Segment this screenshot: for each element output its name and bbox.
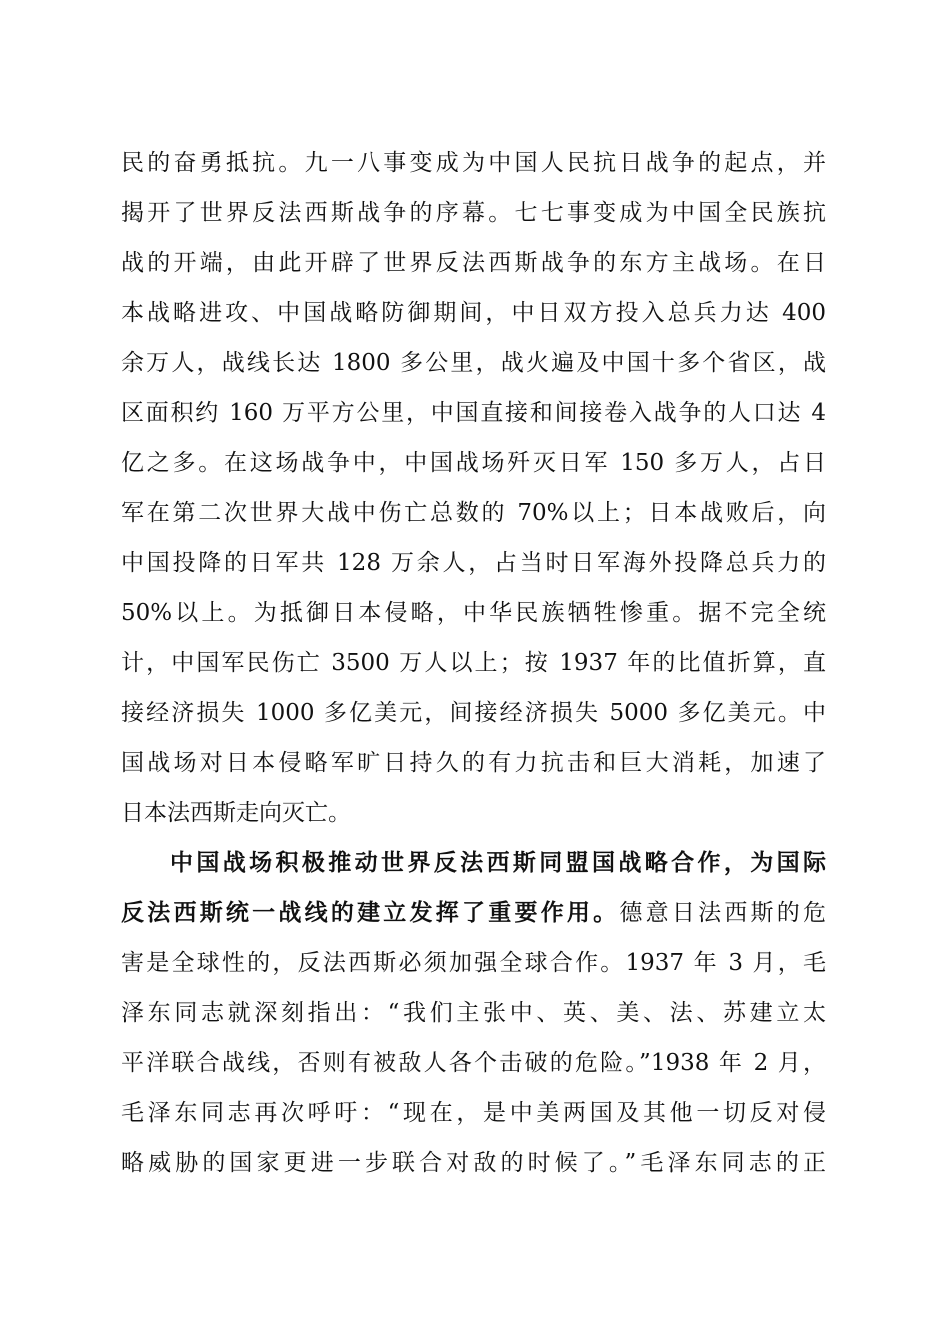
text-line: 平洋联合战线，否则有被敌人各个击破的危险。”1938 年 2 月， — [121, 1050, 826, 1076]
text-line: 国战场对日本侵略军旷日持久的有力抗击和巨大消耗，加速了 — [121, 750, 826, 776]
text-line: 揭开了世界反法西斯战争的序幕。七七事变成为中国全民族抗 — [121, 200, 826, 226]
text-line: 接经济损失 1000 多亿美元，间接经济损失 5000 多亿美元。中 — [121, 700, 826, 726]
text-line: 毛泽东同志再次呼吁：“现在，是中美两国及其他一切反对侵 — [121, 1100, 826, 1126]
text-line: 亿之多。在这场战争中，中国战场歼灭日军 150 多万人，占日 — [121, 450, 826, 476]
text-line: 区面积约 160 万平方公里，中国直接和间接卷入战争的人口达 4 — [121, 400, 826, 426]
lead-sentence-end: 反法西斯统一战线的建立发挥了重要作用。 — [121, 899, 620, 926]
text-line: 本战略进攻、中国战略防御期间，中日双方投入总兵力达 400 — [121, 300, 826, 326]
text-line: 略威胁的国家更进一步联合对敌的时候了。”毛泽东同志的正 — [121, 1150, 826, 1176]
text-line: 计，中国军民伤亡 3500 万人以上；按 1937 年的比值折算，直 — [121, 650, 826, 676]
lead-sentence-line: 中国战场积极推动世界反法西斯同盟国战略合作，为国际 — [170, 849, 826, 876]
text-line: 军在第二次世界大战中伤亡总数的 70%以上；日本战败后，向 — [121, 500, 826, 526]
text-line-rest: 德意日法西斯的危 — [619, 900, 826, 926]
text-line: 日本法西斯走向灭亡。 — [121, 800, 351, 826]
text-line: 害是全球性的，反法西斯必须加强全球合作。1937 年 3 月，毛 — [121, 950, 826, 976]
text-line: 中国投降的日军共 128 万余人，占当时日军海外投降总兵力的 — [121, 550, 826, 576]
text-line — [121, 893, 826, 933]
text-line: 余万人，战线长达 1800 多公里，战火遍及中国十多个省区，战 — [121, 350, 826, 376]
text-line: 泽东同志就深刻指出：“我们主张中、英、美、法、苏建立太 — [121, 1000, 826, 1026]
text-line: 战的开端，由此开辟了世界反法西斯战争的东方主战场。在日 — [121, 250, 826, 276]
text-line: 50%以上。为抵御日本侵略，中华民族牺牲惨重。据不完全统 — [121, 600, 826, 626]
text-line: 民的奋勇抵抗。九一八事变成为中国人民抗日战争的起点，并 — [121, 150, 826, 176]
